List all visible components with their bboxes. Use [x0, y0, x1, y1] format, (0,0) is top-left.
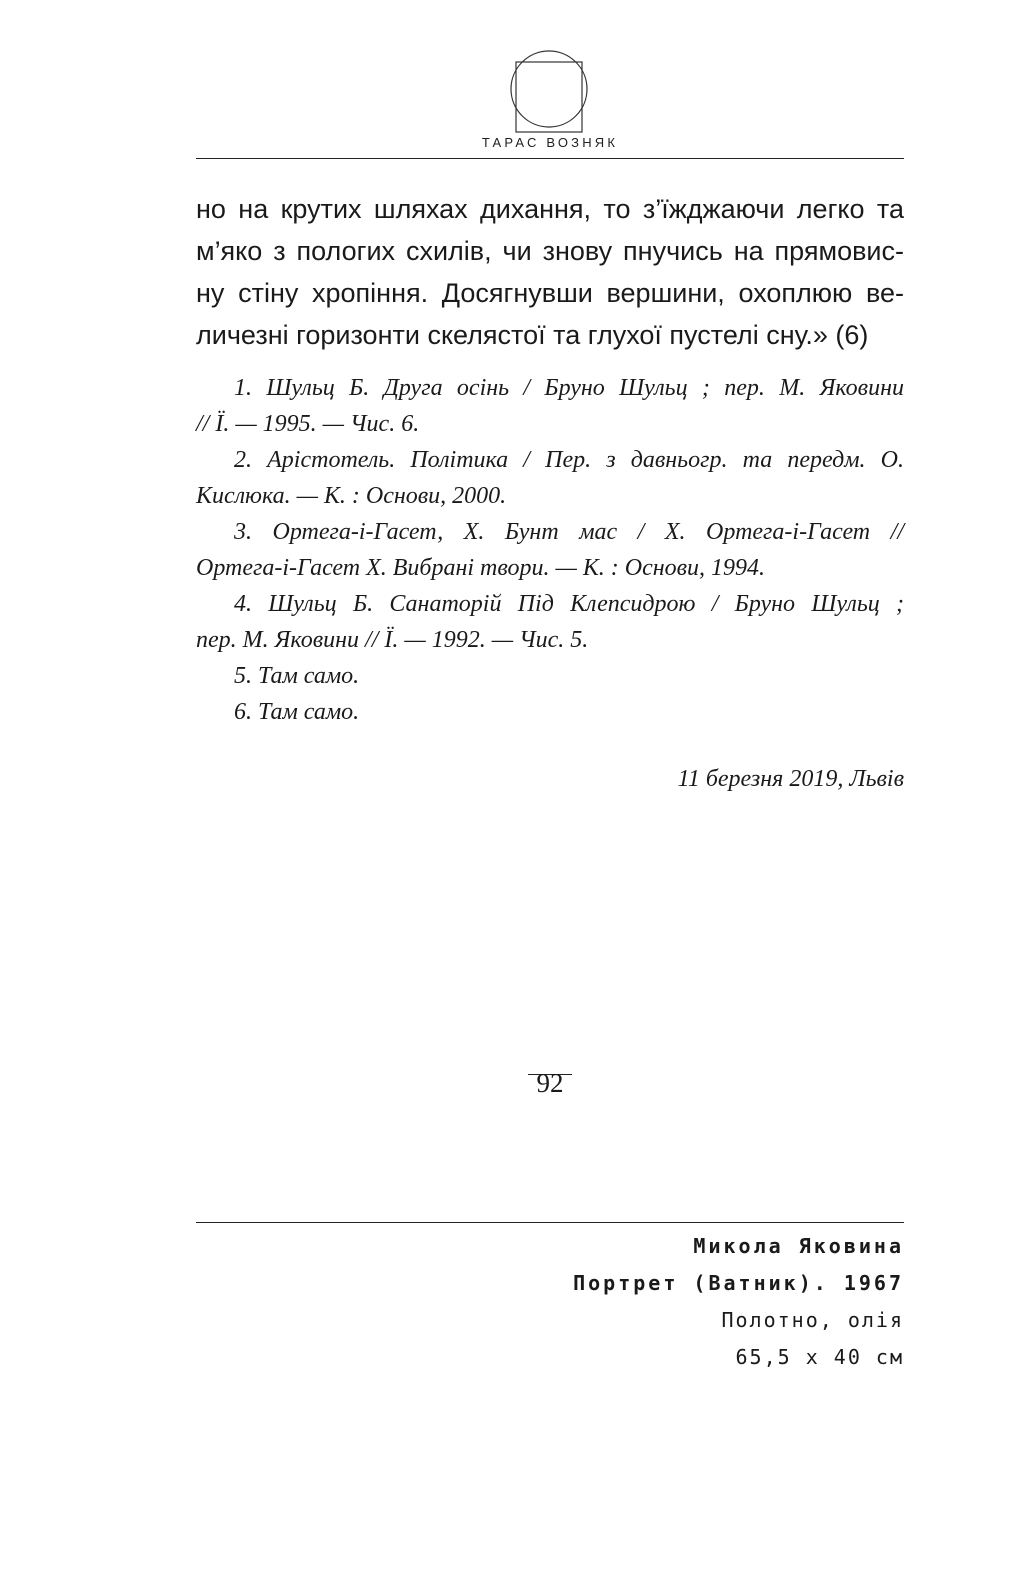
- artwork-caption: [573, 1228, 904, 1376]
- reference-line: 3. Ортега-і-Гасет, Х. Бунт мас / Х. Ортега-і-Гасет //: [234, 519, 904, 545]
- reference-line: // Ї. — 1995. — Чис. 6.: [196, 411, 420, 437]
- reference-line: 4. Шульц Б. Санаторій Під Клепсидрою / Бруно Шульц ;: [234, 591, 904, 617]
- reference-line: 5. Там само.: [234, 663, 360, 689]
- caption-rule: [196, 1222, 904, 1223]
- reference-line: Кислюка. — К. : Основи, 2000.: [196, 483, 507, 509]
- artwork-title: Портрет (Ватник). 1967: [573, 1271, 904, 1295]
- artwork-size: 65,5 х 40 см: [735, 1345, 904, 1369]
- body-paragraph: [196, 188, 904, 356]
- reference-item: [196, 370, 904, 442]
- reference-line: Ортега-і-Гасет Х. Вибрані твори. — К. : Основи, 1994.: [196, 555, 766, 581]
- references-list: [196, 370, 904, 730]
- dateline: 11 березня 2019, Львів: [677, 766, 904, 792]
- reference-item: [196, 442, 904, 514]
- circle-square-emblem-icon: [506, 46, 592, 136]
- reference-line: 1. Шульц Б. Друга осінь / Бруно Шульц ; пер. М. Яковини: [234, 375, 904, 401]
- page-number: 92: [536, 1068, 564, 1098]
- header-rule: [196, 158, 904, 159]
- reference-line: пер. М. Яковини // Ї. — 1992. — Чис. 5.: [196, 627, 589, 653]
- reference-item: [196, 514, 904, 586]
- running-title: ТАРАС ВОЗНЯК: [481, 135, 619, 150]
- artist-name: Микола Яковина: [693, 1234, 904, 1258]
- reference-line: 6. Там само.: [234, 699, 360, 725]
- body-line: м’яко з пологих схилів, чи знову пнучись на прямовис-: [196, 236, 904, 266]
- reference-line: 2. Арістотель. Політика / Пер. з давньогр. та передм. О.: [234, 447, 904, 473]
- body-line: личезні горизонти скелястої та глухої пустелі сну.» (6): [196, 320, 869, 350]
- artwork-medium: Полотно, олія: [721, 1308, 904, 1332]
- reference-item: [196, 586, 904, 658]
- reference-item: [196, 694, 904, 730]
- reference-item: [196, 658, 904, 694]
- body-line: ну стіну хропіння. Досягнувши вершини, охоплюю ве-: [196, 278, 904, 308]
- body-line: но на крутих шляхах дихання, то з’їжджаючи легко та: [196, 194, 904, 224]
